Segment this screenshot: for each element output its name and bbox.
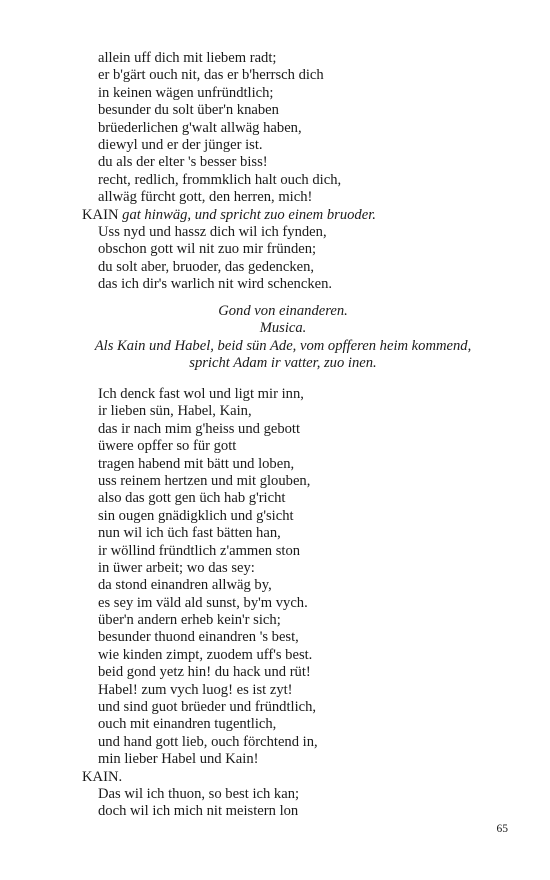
verse-line: in keinen wägen unfründtlich;: [98, 84, 274, 101]
verse-line: es sey im väld ald sunst, by'm vych.: [98, 594, 308, 611]
stage-direction-block: [0, 303, 550, 373]
stage-direction: gat hinwäg, und spricht zuo einem bruoder.: [122, 206, 376, 223]
verse-line: Habel! zum vych luog! es ist zyt!: [98, 681, 293, 698]
verse-line: und sind guot brüeder und fründtlich,: [98, 699, 317, 716]
verse-line: besunder du solt über'n knaben: [98, 102, 279, 119]
verse-line: und hand gott lieb, ouch förchtend in,: [98, 733, 318, 750]
verse-line: recht, redlich, frommklich halt ouch dich,: [98, 171, 342, 188]
verse-block-adam-speech: [0, 386, 550, 821]
stage-direction-line: Gond von einanderen.: [218, 303, 348, 319]
stage-direction-line: Musica.: [259, 320, 307, 337]
verse-line: besunder thuond einandren 's best,: [98, 629, 299, 646]
verse-line: doch wil ich mich nit meistern lon: [98, 803, 299, 820]
stage-direction-line: spricht Adam ir vatter, zuo inen.: [189, 355, 377, 372]
verse-line: tragen habend mit bätt und loben,: [98, 455, 295, 472]
verse-block-adam: [0, 50, 550, 293]
verse-line: Das wil ich thuon, so best ich kan;: [98, 785, 300, 802]
verse-line: über'n andern erheb kein'r sich;: [98, 612, 281, 629]
page-number: 65: [496, 823, 508, 835]
verse-line: min lieber Habel und Kain!: [98, 751, 259, 768]
verse-line: das ir nach mim g'heiss und gebott: [98, 420, 301, 437]
verse-line: beid gond yetz hin! du hack und rüt!: [98, 664, 311, 681]
verse-line: nun wil ich üch fast bätten han,: [98, 525, 281, 542]
verse-line: ir wöllind fründtlich z'ammen ston: [98, 542, 301, 559]
verse-line: allwäg fürcht gott, den herren, mich!: [98, 189, 313, 206]
verse-line: du als der elter 's besser biss!: [98, 154, 268, 171]
speaker-line-kain: KAIN.: [82, 768, 123, 785]
verse-line: also das gott gen üch hab g'richt: [98, 490, 286, 507]
verse-line: brüederlichen g'walt allwäg haben,: [98, 119, 302, 136]
verse-line: ir lieben sün, Habel, Kain,: [98, 403, 252, 420]
verse-line: Ich denck fast wol und ligt mir inn,: [98, 386, 304, 402]
verse-line: Uss nyd und hassz dich wil ich fynden,: [98, 223, 327, 240]
verse-line: in üwer arbeit; wo das sey:: [98, 559, 255, 576]
verse-line: das ich dir's warlich nit wird schencken.: [98, 276, 333, 293]
speaker-line-kain: [0, 207, 550, 224]
verse-line: da stond einandren allwäg by,: [98, 577, 272, 594]
verse-line: er b'gärt ouch nit, das er b'herrsch dich: [98, 67, 324, 84]
verse-line: ouch mit einandren tugentlich,: [98, 716, 277, 733]
verse-line: uss reinem hertzen und mit glouben,: [98, 472, 311, 489]
verse-line: du solt aber, bruoder, das gedencken,: [98, 258, 315, 275]
verse-line: üwere opffer so für gott: [98, 438, 237, 455]
verse-line: wie kinden zimpt, zuodem uff's best.: [98, 646, 313, 663]
verse-line: obschon gott wil nit zuo mir fründen;: [98, 241, 317, 258]
verse-line: allein uff dich mit liebem radt;: [98, 50, 277, 66]
verse-line: diewyl und er der jünger ist.: [98, 136, 263, 153]
verse-line: sin ougen gnädigklich und g'sicht: [98, 507, 294, 524]
speaker-name: KAIN: [82, 206, 119, 223]
stage-direction-line: Als Kain und Habel, beid sün Ade, vom opfferen heim kommend,: [94, 337, 472, 354]
